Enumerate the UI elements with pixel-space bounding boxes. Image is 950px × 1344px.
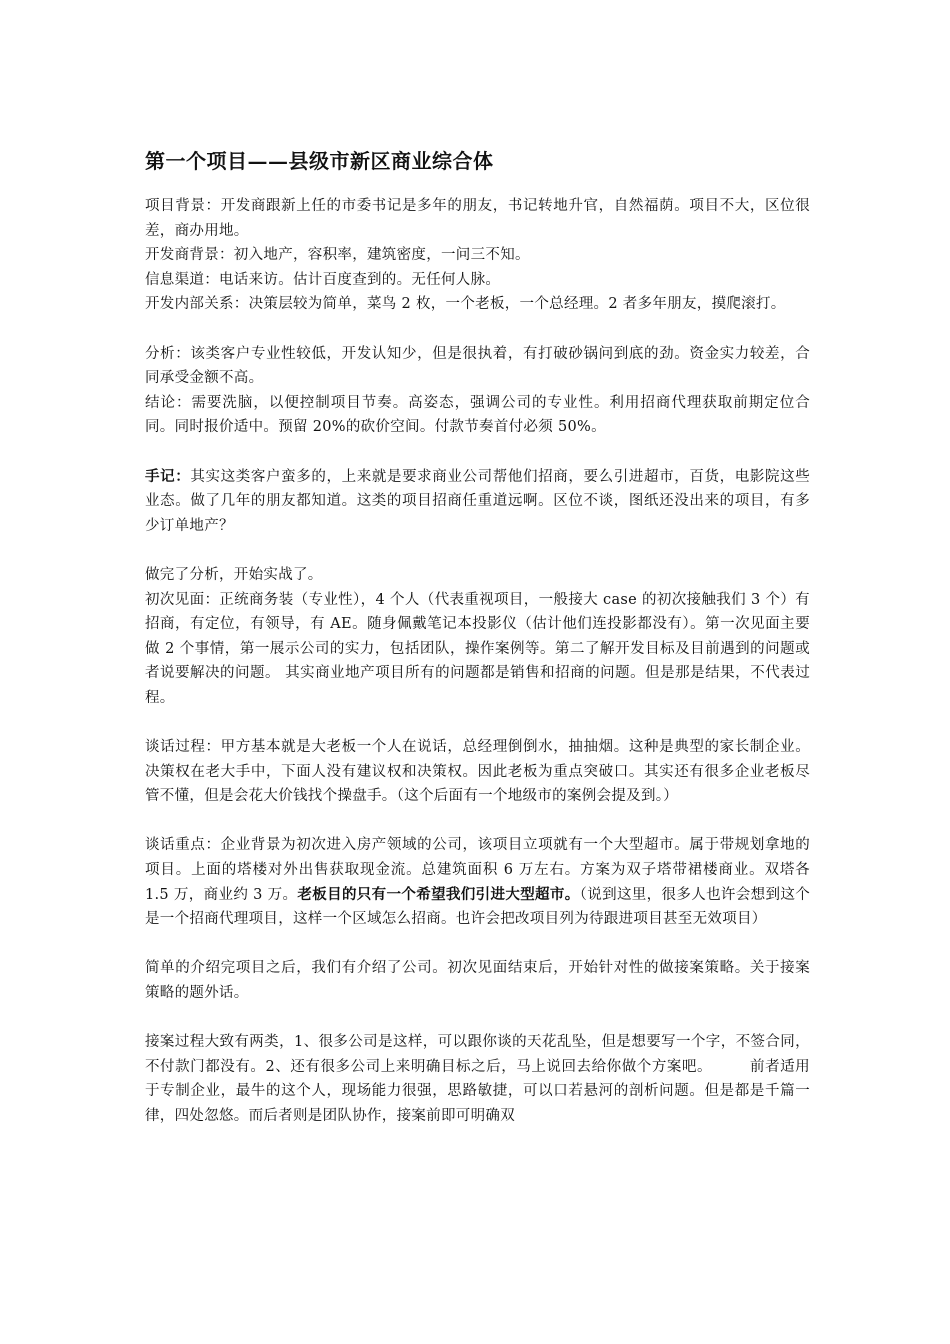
paragraph-analysis: 分析：该类客户专业性较低，开发认知少，但是很执着，有打破砂锅问到底的劲。资金实力较差，合同承受金额不高。 [145,345,810,387]
paragraph-first-meeting: 初次见面：正统商务装（专业性），4 个人（代表重视项目，一般接大 case 的初次接触我们 3 个）有招商，有定位，有领导，有 AE。随身佩戴笔记本投影仪（估计他们连投影都没有）。第一次见面主要做 2 个事情，第一展示公司的实力，包括团队，操作案例等。第二了解开发目标及目前遇到的问题或者说要解决的问题。 其实商业地产项目所有的问题都是销售和招商的问题。但是那是结果，不代表过程。 [145,591,810,706]
focus-text-a: 谈话重点：企业背景为初次进入房产领域的公司，该项目立项就有一个大型超市。属于带规划拿地的项目。上面的塔楼对外出售获取现金流。总建筑面积 6 万左右。方案为双子塔带裙楼商业。双塔各 1.5 万，商业约 3 万。 [145,837,810,903]
notes-text: 其实这类客户蛮多的，上来就是要求商业公司帮他们招商，要么引进超市，百货，电影院这些业态。做了几年的朋友都知道。这类的项目招商任重道远啊。区位不谈，图纸还没出来的项目，有多少订单地产？ [145,468,811,534]
paragraph-developer-background: 开发商背景：初入地产，容积率，建筑密度，一问三不知。 [145,247,530,264]
paragraph-conclusion: 结论：需要洗脑，以便控制项目节奏。高姿态，强调公司的专业性。利用招商代理获取前期定位合同。同时报价适中。预留 20%的砍价空间。付款节奏首付必须 50%。 [145,394,810,436]
paragraph-notes [145,465,810,539]
spacer [145,1006,810,1031]
spacer [145,932,810,957]
paragraph-intro-company: 简单的介绍完项目之后，我们有介绍了公司。初次见面结束后，开始针对性的做接案策略。关于接案策略的题外话。 [145,960,810,1001]
document-title: 第一个项目——县级市新区商业综合体 [145,149,494,173]
document-page [145,148,810,1129]
notes-label: 手记： [145,467,191,485]
paragraph-conversation-process: 谈话过程：甲方基本就是大老板一个人在说话，总经理倒倒水，抽抽烟。这种是典型的家长制企业。决策权在老大手中，下面人没有建议权和决策权。因此老板为重点突破口。其实还有很多企业老板尽管不懂，但是会花大价钱找个操盘手。（这个后面有一个地级市的案例会提及到。） [145,739,810,805]
spacer [145,538,810,563]
paragraph-internal-relations: 开发内部关系：决策层较为简单，菜鸟 2 枚，一个老板，一个总经理。2 者多年朋友，摸爬滚打。 [145,296,786,313]
spacer [145,710,810,735]
paragraph-start: 做完了分析，开始实战了。 [145,566,323,583]
focus-text-b: （说到这里，很多人也许会想到这个是一个招商代理项目，这样一个区域怎么招商。也许会把改项目列为待跟进项目甚至无效项目） [145,886,810,928]
paragraph-project-background: 项目背景：开发商跟新上任的市委书记是多年的朋友，书记转地升官，自然福荫。项目不大，区位很差，商办用地。 [145,198,810,239]
focus-bold-text: 老板目的只有一个希望我们引进大型超市。 [297,885,580,903]
paragraph-conversation-focus [145,833,810,931]
paragraph-case-process: 接案过程大致有两类，1、很多公司是这样，可以跟你谈的天花乱坠，但是想要写一个字，不签合同，不付款门都没有。2、还有很多公司上来明确目标之后，马上说回去给你做个方案吧。 前者适用于专制企业，最牛的这个人，现场能力很强，思路敏捷，可以口若悬河的剖析问题。但是都是千篇一律，四处忽悠。而后者则是团队协作，接案前即可明确双 [145,1034,810,1124]
spacer [145,809,810,834]
paragraph-info-channel: 信息渠道：电话来访。估计百度查到的。无任何人脉。 [145,271,501,288]
spacer [145,440,810,465]
spacer [145,317,810,342]
